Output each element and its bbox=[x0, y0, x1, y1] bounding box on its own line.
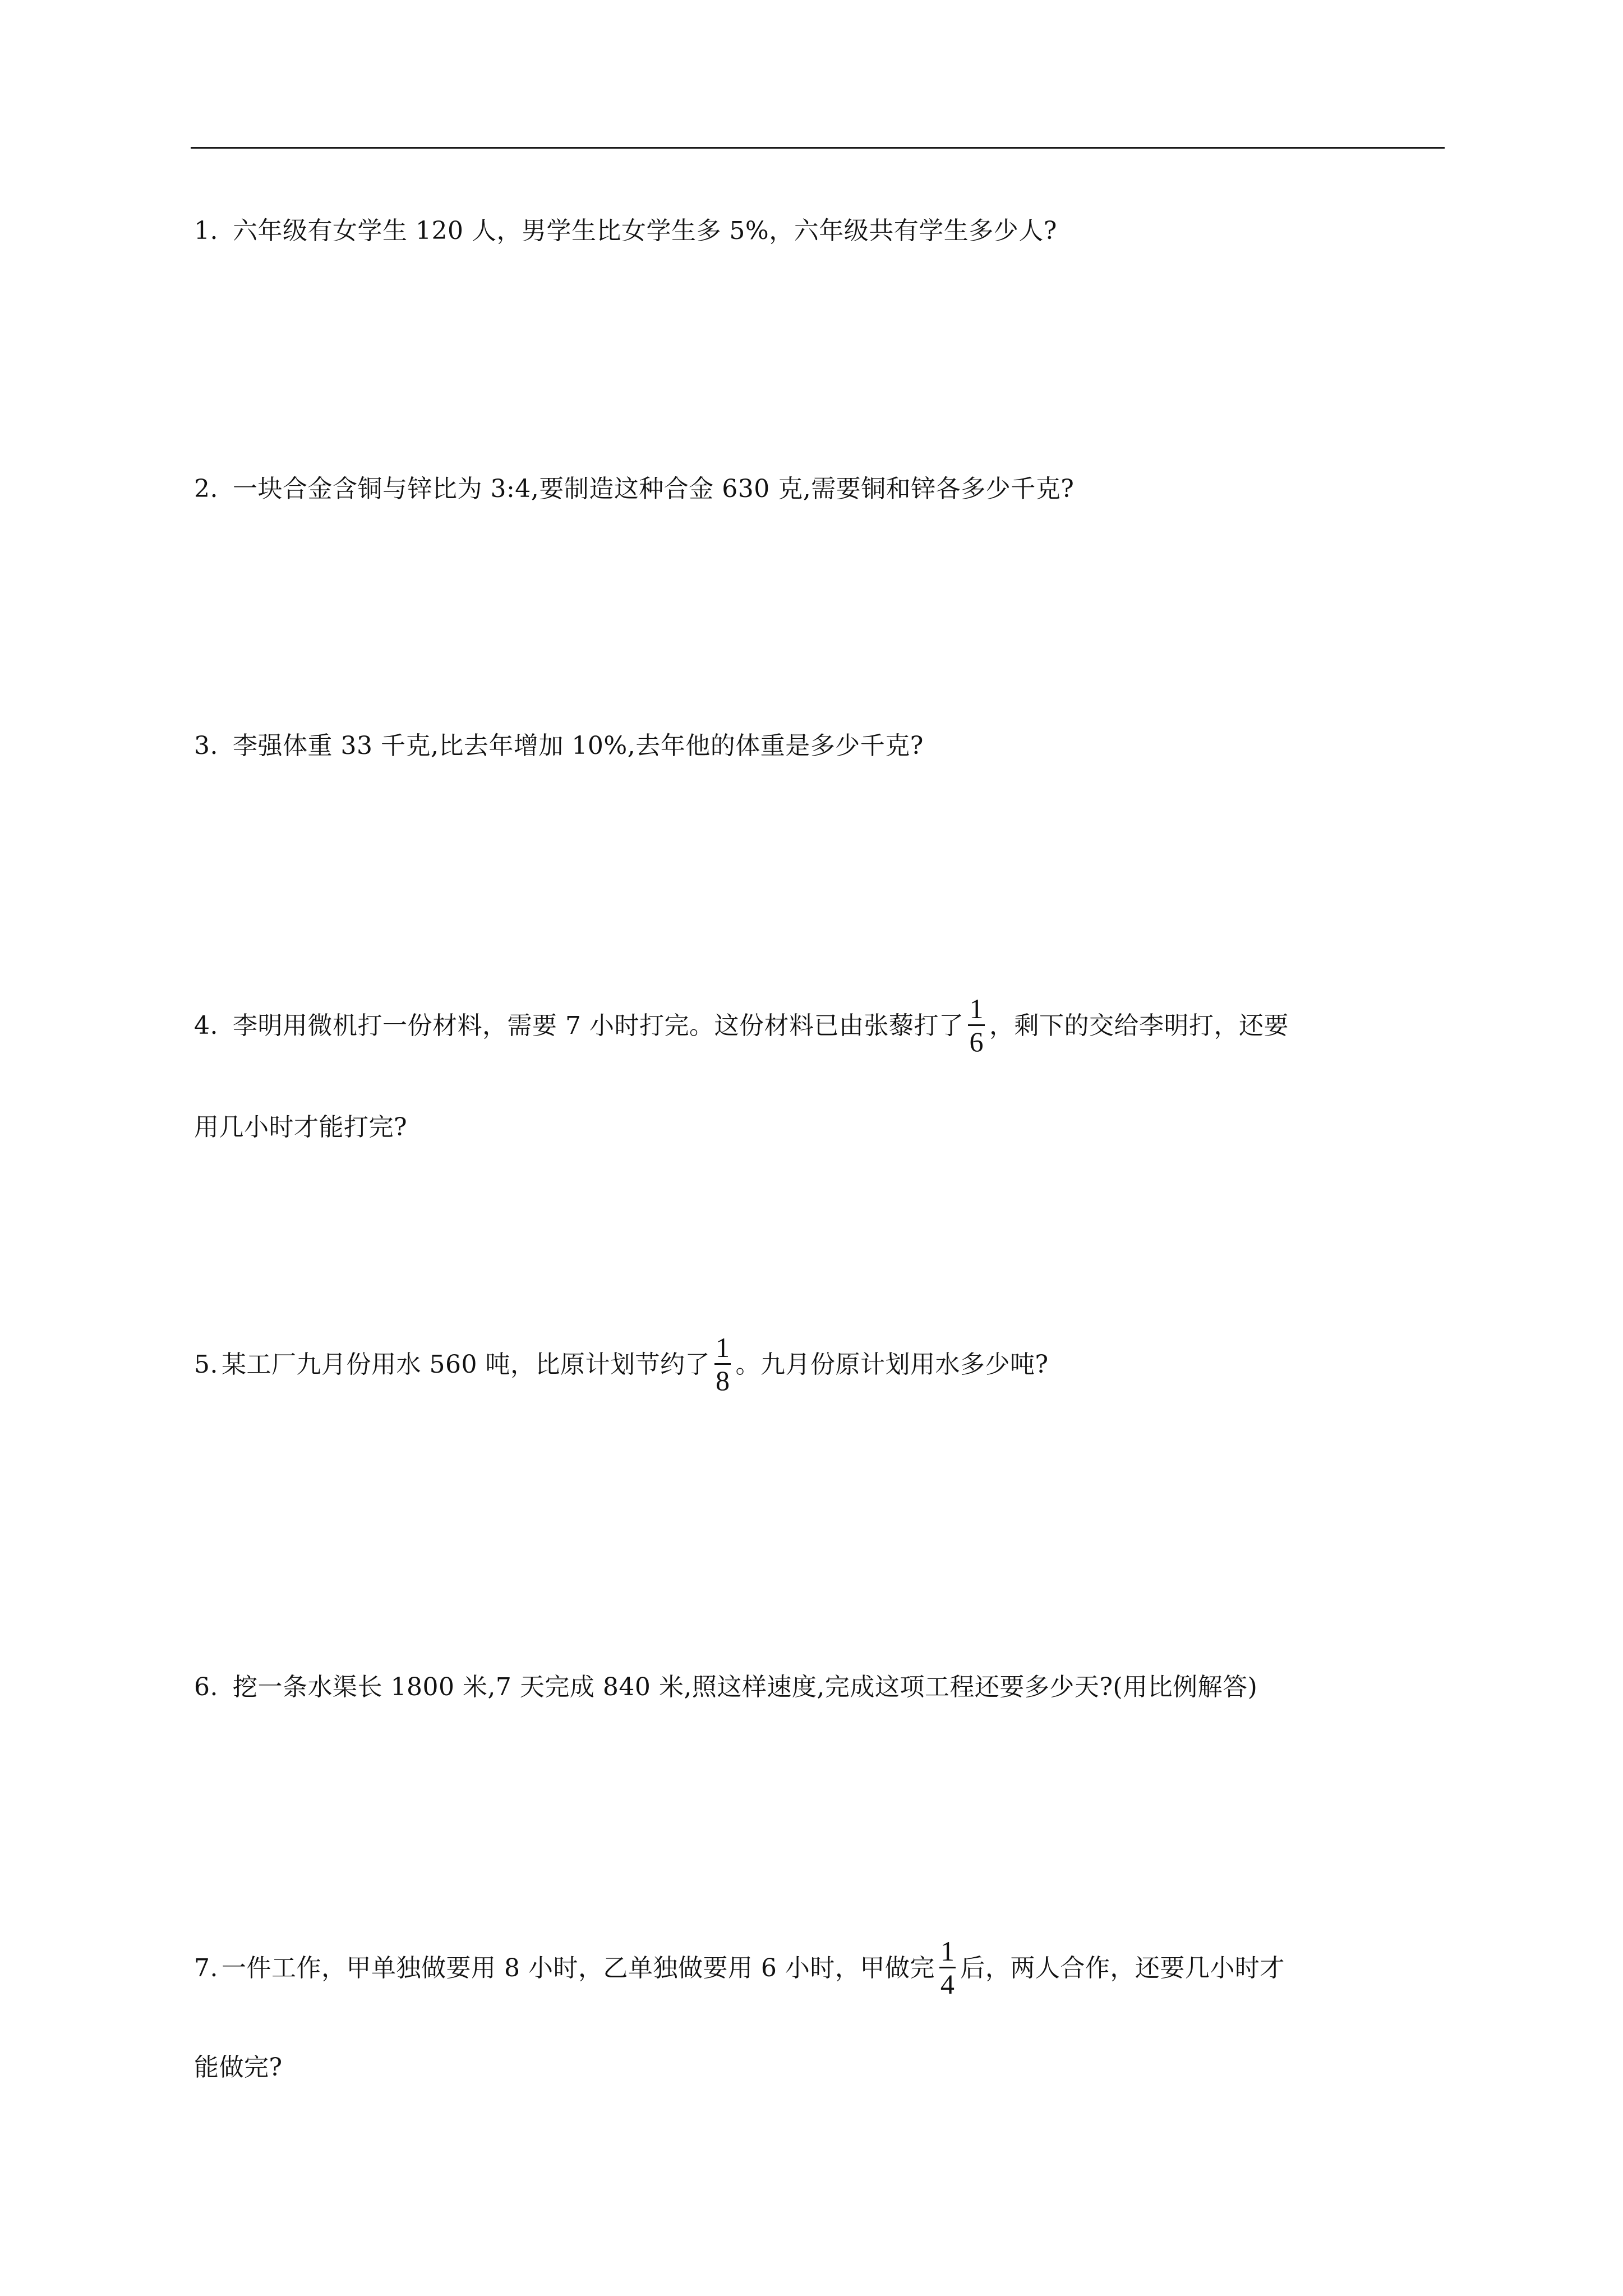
question-text: 六年级有女学生 120 人，男学生比女学生多 5%，六年级共有学生多少人? bbox=[232, 217, 1057, 245]
question-6 bbox=[194, 1669, 1450, 1705]
question-7 bbox=[194, 1935, 1450, 2002]
fraction-denominator: 8 bbox=[715, 1365, 730, 1396]
fraction-numerator: 1 bbox=[969, 993, 984, 1024]
question-number: 1. bbox=[194, 217, 218, 245]
question-2 bbox=[194, 471, 1450, 507]
question-text: 一块合金含铜与锌比为 3:4,要制造这种合金 630 克,需要铜和锌各多少千克? bbox=[232, 475, 1075, 503]
question-number: 4. bbox=[194, 1011, 218, 1040]
fraction bbox=[967, 993, 986, 1057]
question-4-line-2: 用几小时才能打完? bbox=[194, 1113, 408, 1142]
fraction-denominator: 4 bbox=[940, 1968, 955, 2000]
question-text: 某工厂九月份用水 560 吨，比原计划节约了 bbox=[221, 1350, 710, 1379]
fraction-denominator: 6 bbox=[969, 1026, 984, 1057]
question-text-continued: 。九月份原计划用水多少吨? bbox=[735, 1350, 1049, 1379]
question-3 bbox=[194, 728, 1450, 764]
question-text-continued: ，剩下的交给李明打，还要 bbox=[989, 1011, 1289, 1040]
fraction bbox=[713, 1332, 732, 1396]
question-number: 5. bbox=[194, 1350, 218, 1379]
fraction bbox=[938, 1935, 957, 2000]
question-number: 2. bbox=[194, 475, 218, 503]
question-number: 3. bbox=[194, 731, 218, 760]
fraction-numerator: 1 bbox=[940, 1935, 955, 1967]
question-1 bbox=[194, 213, 1450, 249]
question-text: 一件工作，甲单独做要用 8 小时，乙单独做要用 6 小时，甲做完 bbox=[221, 1954, 935, 1982]
question-7-line-2: 能做完? bbox=[194, 2053, 283, 2082]
question-text: 挖一条水渠长 1800 米,7 天完成 840 米,照这样速度,完成这项工程还要多少天?(用比例解答) bbox=[232, 1673, 1258, 1701]
fraction-numerator: 1 bbox=[715, 1332, 730, 1363]
question-text: 李明用微机打一份材料，需要 7 小时打完。这份材料已由张藜打了 bbox=[232, 1011, 964, 1040]
question-text: 李强体重 33 千克,比去年增加 10%,去年他的体重是多少千克? bbox=[232, 731, 924, 760]
question-4 bbox=[194, 995, 1450, 1060]
question-text-continued: 后，两人合作，还要几小时才 bbox=[960, 1954, 1285, 1982]
question-5 bbox=[194, 1334, 1450, 1398]
header-rule bbox=[191, 147, 1445, 149]
question-number: 7. bbox=[194, 1954, 218, 1982]
question-number: 6. bbox=[194, 1673, 218, 1701]
